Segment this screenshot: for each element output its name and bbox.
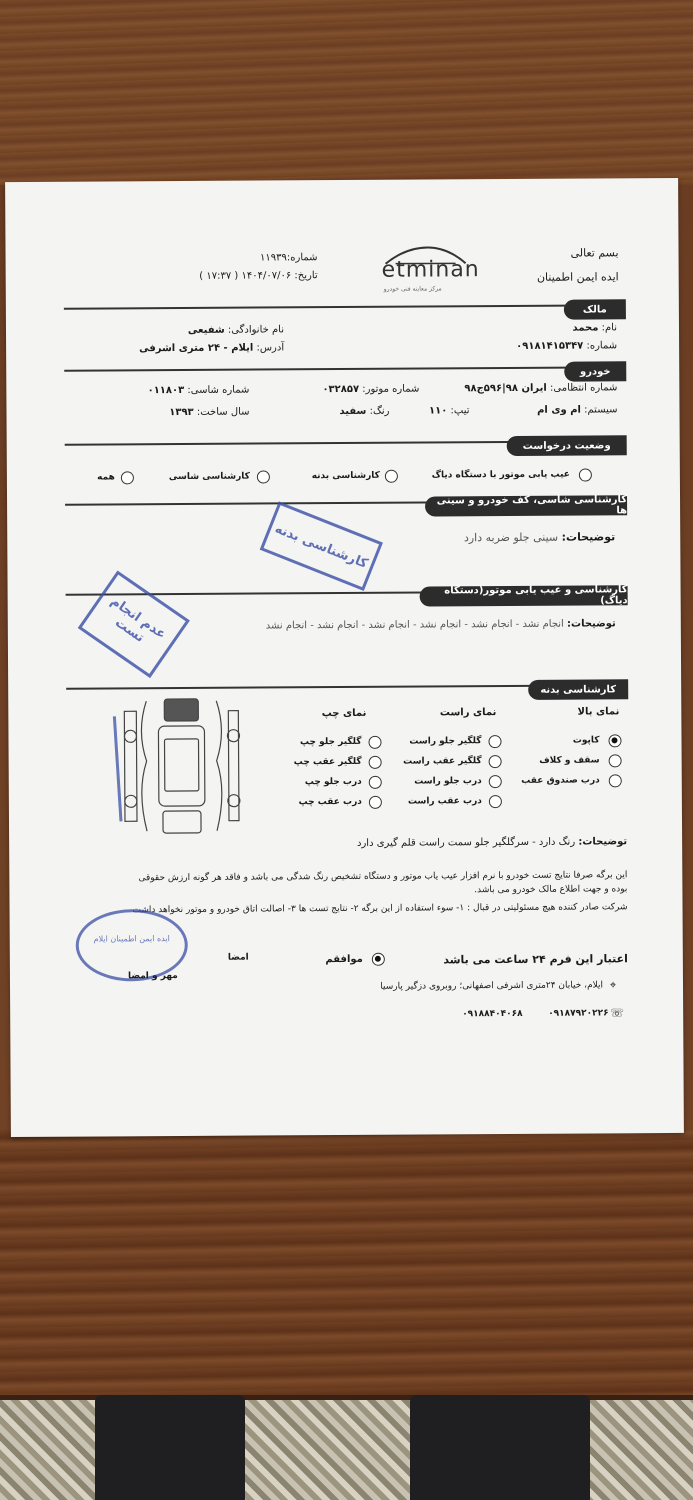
body-rear-right-door-radio[interactable] xyxy=(489,795,502,808)
body-rear-right-fender-radio[interactable] xyxy=(489,755,502,768)
company-name: ایده ایمن اطمینان xyxy=(536,270,619,284)
chassis-desc-label: توضیحات: xyxy=(561,530,616,544)
body-front-right-fender-label: گلگیر جلو راست xyxy=(409,736,482,747)
divider xyxy=(64,304,624,309)
body-front-right-fender-radio[interactable] xyxy=(488,735,501,748)
signature-label: امضا xyxy=(227,952,249,963)
disclaimer-1: این برگه صرفا نتایج تست خودرو با نرم افزار عیب یاب موتور و دستگاه تشخیص رنگ شدگی می باشد و فاقد هر گونه ارزش حقوقی بوده و جهت اطلاع مالک خودرو می باشد. xyxy=(138,870,628,896)
vehicle-plate-value: ایران ۹۸|۵۹۶ج۹۸ xyxy=(464,382,547,395)
engine-desc-label: توضیحات: xyxy=(566,618,616,630)
stamp-body-expert: کارشناسی بدنه xyxy=(260,501,383,591)
agree-label: موافقم xyxy=(325,953,363,966)
body-rear-left-door-radio[interactable] xyxy=(369,796,382,809)
seal-text: ایده ایمن اطمینان ایلام xyxy=(93,934,170,944)
owner-family-label: نام خانوادگی: xyxy=(227,324,285,336)
section-body: کارشناسی بدنه xyxy=(528,679,628,700)
body-right-view-title: نمای راست xyxy=(439,707,497,719)
vehicle-type-label: تیپ: xyxy=(450,405,470,417)
validity-note: اعتبار این فرم ۲۴ ساعت می باشد xyxy=(443,952,628,967)
vehicle-plate-label: شماره انتظامی: xyxy=(549,382,618,394)
owner-address xyxy=(139,342,284,354)
section-vehicle: خودرو xyxy=(564,361,626,381)
section-chassis: کارشناسی شاسی، کف خودرو و سینی ها xyxy=(425,495,627,516)
owner-name-value: محمد xyxy=(572,322,599,334)
vehicle-system-value: ام وی ام xyxy=(537,404,581,416)
request-option-all-label: همه xyxy=(97,472,115,483)
vehicle-color-value: سفید xyxy=(339,405,367,418)
request-option-chassis-label: کارشناسی شاسی xyxy=(168,471,250,483)
body-rear-left-door-label: درب عقب چپ xyxy=(298,796,362,808)
vehicle-chassis-value: ۰۱۱۸۰۳ xyxy=(147,384,185,397)
body-front-right-door-radio[interactable] xyxy=(489,775,502,788)
request-option-chassis-radio[interactable] xyxy=(257,470,270,483)
vehicle-engine-label: شماره موتور: xyxy=(362,383,420,395)
disclaimer-2: شرکت صادر کننده هیچ مسئولیتی در قبال : ۱- سوء استفاده از این برگه ۲- نتایج تست ها ۳- اصالت اتاق خودرو و موتور نخواهد داشت xyxy=(132,902,628,916)
vehicle-chassis-label: شماره شاسی: xyxy=(187,384,250,396)
vehicle-type-value: ۱۱۰ xyxy=(428,405,448,417)
owner-phone-value: ۰۹۱۸۱۴۱۵۳۴۷ xyxy=(516,340,584,352)
agree-radio[interactable] xyxy=(372,953,385,966)
body-front-left-fender-radio[interactable] xyxy=(368,736,381,749)
request-option-body-radio[interactable] xyxy=(385,470,398,483)
vehicle-year-value: ۱۳۹۳ xyxy=(169,406,194,419)
body-hood-radio[interactable] xyxy=(608,734,621,747)
vehicle-plate xyxy=(464,382,617,394)
divider xyxy=(64,366,624,371)
body-trunk-label: درب صندوق عقب xyxy=(521,775,600,786)
wood-table-bottom xyxy=(0,1130,693,1400)
etminan-logo xyxy=(375,243,480,296)
footer-phone-2: ۰۹۱۸۸۴۰۴۰۶۸ xyxy=(462,1008,523,1020)
request-option-diag-label: عیب یابی موتور با دستگاه دیاگ xyxy=(431,469,570,481)
body-left-view-title: نمای چپ xyxy=(321,707,367,720)
chassis-description xyxy=(464,530,615,544)
body-top-view-title: نمای بالا xyxy=(577,706,620,718)
vehicle-engine-value: ۰۳۲۸۵۷ xyxy=(322,383,360,396)
phone-icon: ☏ xyxy=(610,1006,624,1020)
car-diagram-icon xyxy=(106,691,247,842)
body-trunk-radio[interactable] xyxy=(609,774,622,787)
section-owner: مالک xyxy=(564,299,626,319)
vehicle-chassis xyxy=(148,385,250,397)
owner-family-value: شفیعی xyxy=(187,324,225,336)
vehicle-year-label: سال ساخت: xyxy=(196,406,250,418)
vehicle-type xyxy=(429,405,470,416)
person-leg-left xyxy=(95,1395,245,1500)
request-option-body-label: کارشناسی بدنه xyxy=(311,470,380,482)
footer-address: ایلام، خیابان ۲۴متری اشرفی اصفهانی؛ روبروی دزگیر پارسیا xyxy=(380,980,604,992)
body-rear-right-door-label: درب عقب راست xyxy=(407,796,482,807)
vehicle-engine xyxy=(322,384,419,396)
vehicle-year xyxy=(169,407,249,418)
section-request: وضعیت درخواست xyxy=(507,435,627,456)
vehicle-system xyxy=(537,404,617,415)
body-front-left-fender-label: گلگیر جلو چپ xyxy=(299,736,362,748)
body-front-right-door-label: درب جلو راست xyxy=(414,776,482,787)
form-date: تاریخ: ۱۴۰۴/۰۷/۰۶ ( ۱۷:۳۷ ) xyxy=(199,270,318,282)
form-number: شماره:۱۱۹۳۹ xyxy=(260,252,318,264)
footer-phone-1: ۰۹۱۸۷۹۲۰۲۲۶ xyxy=(548,1008,609,1019)
body-roof-radio[interactable] xyxy=(609,754,622,767)
wood-table-top xyxy=(0,0,693,185)
request-option-diag-radio[interactable] xyxy=(579,468,592,481)
vehicle-color xyxy=(339,406,389,417)
location-pin-icon: ⌖ xyxy=(609,978,617,992)
stamp-not-done: عدم انجام تست xyxy=(78,570,190,678)
body-description xyxy=(357,836,627,849)
body-front-left-door-radio[interactable] xyxy=(369,776,382,789)
owner-address-label: آدرس: xyxy=(256,342,285,354)
vehicle-system-label: سیستم: xyxy=(584,404,618,416)
body-rear-left-fender-radio[interactable] xyxy=(369,756,382,769)
request-option-all-radio[interactable] xyxy=(121,471,134,484)
engine-desc-value: انجام نشد - انجام نشد - انجام نشد - انجام نشد - انجام نشد - انجام نشد xyxy=(265,618,564,632)
body-desc-label: توضیحات: xyxy=(578,836,628,848)
owner-family xyxy=(188,324,284,336)
body-desc-value: رنگ دارد - سرگلگیر جلو سمت راست قلم گیری دارد xyxy=(356,836,576,849)
body-rear-left-fender-label: گلگیر عقب چپ xyxy=(293,756,362,768)
owner-name-label: نام: xyxy=(601,322,618,334)
body-front-left-door-label: درب جلو چپ xyxy=(304,776,362,788)
basmala: بسم تعالی xyxy=(570,246,619,260)
owner-phone xyxy=(516,340,617,352)
section-engine: کارشناسی و عیب یابی موتور(دستگاه دیاگ) xyxy=(420,585,628,606)
person-leg-right xyxy=(410,1395,590,1500)
body-rear-right-fender-label: گلگیر عقب راست xyxy=(403,756,482,767)
body-roof-label: سقف و کلاف xyxy=(539,755,600,766)
chassis-desc-value: سینی جلو ضربه دارد xyxy=(463,530,559,545)
vehicle-color-label: رنگ: xyxy=(369,405,390,417)
logo-text: etminan xyxy=(381,257,480,283)
owner-address-value: ایلام - ۲۴ متری اشرفی xyxy=(139,342,254,355)
logo-subtitle: مرکز معاینه فنی خودرو xyxy=(383,285,442,293)
body-hood-label: کاپوت xyxy=(572,735,600,746)
inspection-form xyxy=(5,178,684,1137)
seal-label: مهر و امضا xyxy=(127,971,178,982)
owner-name xyxy=(572,322,617,333)
engine-description xyxy=(196,618,616,632)
owner-phone-label: شماره: xyxy=(586,340,618,352)
